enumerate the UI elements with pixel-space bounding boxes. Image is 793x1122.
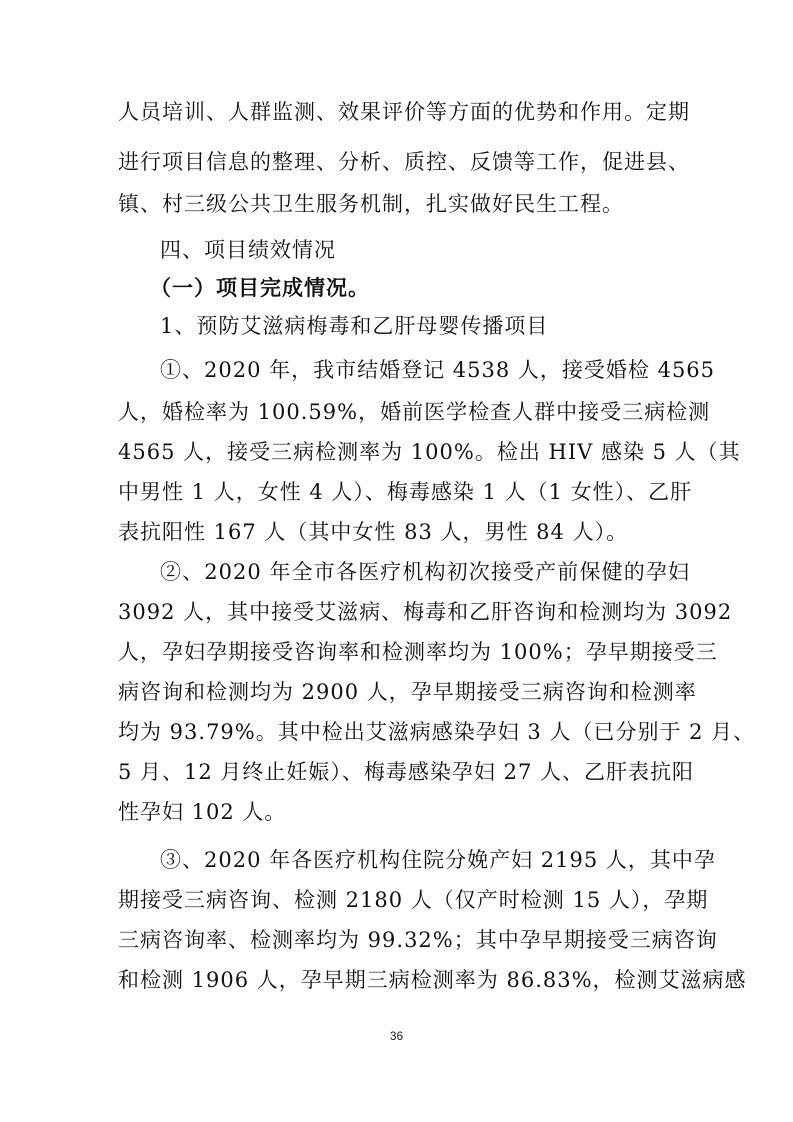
body-text-line: ③、2020 年各医疗机构住院分娩产妇 2195 人，其中孕: [160, 848, 716, 872]
body-text-line: 镇、村三级公共卫生服务机制，扎实做好民生工程。: [118, 192, 624, 216]
body-text-line: 三病咨询率、检测率均为 99.32%；其中孕早期接受三病咨询: [118, 928, 718, 952]
page-number: 36: [389, 1029, 404, 1043]
body-text-line: 人，婚检率为 100.59%，婚前医学检查人群中接受三病检测: [118, 400, 711, 424]
item-heading: 1、预防艾滋病梅毒和乙肝母婴传播项目: [160, 314, 549, 338]
body-text-line: 4565 人，接受三病检测率为 100%。检出 HIV 感染 5 人（其: [118, 440, 741, 464]
body-text-line: 均为 93.79%。其中检出艾滋病感染孕妇 3 人（已分别于 2 月、: [118, 720, 756, 744]
section-heading: 四、项目绩效情况: [160, 238, 336, 262]
body-text-line: 人，孕妇孕期接受咨询率和检测率均为 100%；孕早期接受三: [118, 640, 718, 664]
body-text-line: ①、2020 年，我市结婚登记 4538 人，接受婚检 4565: [160, 358, 716, 382]
body-text-line: 进行项目信息的整理、分析、质控、反馈等工作，促进县、: [118, 150, 690, 174]
body-text-line: 病咨询和检测均为 2900 人，孕早期接受三病咨询和检测率: [118, 680, 697, 704]
body-text-line: ②、2020 年全市各医疗机构初次接受产前保健的孕妇: [160, 560, 690, 584]
body-text-line: 5 月、12 月终止妊娠）、梅毒感染孕妇 27 人、乙肝表抗阳: [118, 760, 695, 784]
body-text-line: 期接受三病咨询、检测 2180 人（仅产时检测 15 人），孕期: [118, 888, 709, 912]
body-text-line: 中男性 1 人，女性 4 人）、梅毒感染 1 人（1 女性）、乙肝: [118, 480, 693, 504]
body-text-line: 人员培训、人群监测、效果评价等方面的优势和作用。定期: [118, 100, 690, 124]
subsection-heading: （一）项目完成情况。: [150, 276, 370, 300]
body-text-line: 3092 人，其中接受艾滋病、梅毒和乙肝咨询和检测均为 3092: [118, 600, 733, 624]
body-text-line: 性孕妇 102 人。: [118, 800, 287, 824]
body-text-line: 表抗阳性 167 人（其中女性 83 人，男性 84 人）。: [118, 520, 629, 544]
body-text-line: 和检测 1906 人，孕早期三病检测率为 86.83%，检测艾滋病感: [118, 968, 747, 992]
